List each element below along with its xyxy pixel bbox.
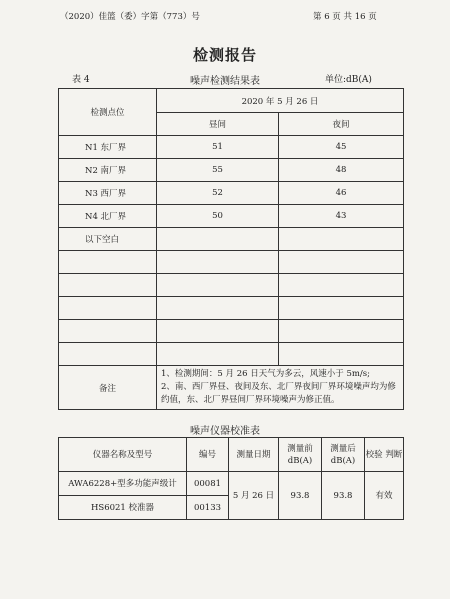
header-judgement: 校验 判断 (365, 438, 404, 472)
instrument-number: 00081 (187, 472, 229, 496)
remark-line-1: 1、检测期间：5 月 26 日天气为多云，风速小于 5m/s; (161, 369, 370, 379)
table-row (59, 205, 404, 228)
night-value: 48 (279, 159, 404, 182)
table-row (59, 182, 404, 205)
instrument-number: 00133 (187, 496, 229, 520)
point-cell: N4 北厂界 (59, 205, 157, 228)
day-value: 55 (157, 159, 279, 182)
header-measure-date: 测量日期 (229, 438, 279, 472)
noise-results-table (58, 88, 404, 410)
table-row (59, 228, 404, 251)
instrument-name: AWA6228+型多功能声级计 (59, 472, 187, 496)
empty-row (59, 297, 404, 320)
table-number: 表 4 (72, 75, 90, 85)
measure-date: 5 月 26 日 (229, 472, 279, 520)
remark-content (157, 366, 404, 410)
day-value: 50 (157, 205, 279, 228)
header-date: 2020 年 5 月 26 日 (157, 89, 404, 113)
document-title: 检测报告 (192, 46, 257, 64)
empty-row (59, 274, 404, 297)
table-row (59, 159, 404, 182)
empty-row (59, 251, 404, 274)
empty-row (59, 343, 404, 366)
night-value: 43 (279, 205, 404, 228)
empty-row (59, 320, 404, 343)
day-value: 51 (157, 136, 279, 159)
unit-label: 单位:dB(A) (325, 75, 372, 85)
header-after: 测量后 dB(A) (322, 438, 365, 472)
remark-line-2: 2、南、西厂界昼、夜间及东、北厂界夜间厂界环境噪声均为修约值，东、北厂界昼间厂界环境噪声为修正值。 (161, 382, 396, 405)
table-row (59, 136, 404, 159)
noise-table-title: 噪声检测结果表 (190, 76, 260, 87)
header-number: 编号 (187, 438, 229, 472)
header-before: 测量前 dB(A) (279, 438, 322, 472)
remark-label: 备注 (59, 366, 157, 410)
header-nighttime: 夜间 (279, 113, 404, 136)
value-after: 93.8 (322, 472, 365, 520)
point-cell: N2 南厂界 (59, 159, 157, 182)
report-number: （2020）佳篮（委）字第（773）号 (60, 12, 200, 22)
table-row (59, 472, 404, 496)
header-monitoring-point: 检测点位 (59, 89, 157, 136)
header-instrument-name: 仪器名称及型号 (59, 438, 187, 472)
point-cell: N3 西厂界 (59, 182, 157, 205)
night-value: 46 (279, 182, 404, 205)
page-info: 第 6 页 共 16 页 (313, 12, 377, 22)
value-before: 93.8 (279, 472, 322, 520)
instrument-name: HS6021 校准器 (59, 496, 187, 520)
day-value: 52 (157, 182, 279, 205)
point-cell: N1 东厂界 (59, 136, 157, 159)
header-daytime: 昼间 (157, 113, 279, 136)
calibration-table-title: 噪声仪器校准表 (190, 426, 260, 437)
night-value: 45 (279, 136, 404, 159)
blank-below-label: 以下空白 (59, 228, 157, 251)
judgement-value: 有效 (365, 472, 404, 520)
calibration-table (58, 437, 404, 520)
